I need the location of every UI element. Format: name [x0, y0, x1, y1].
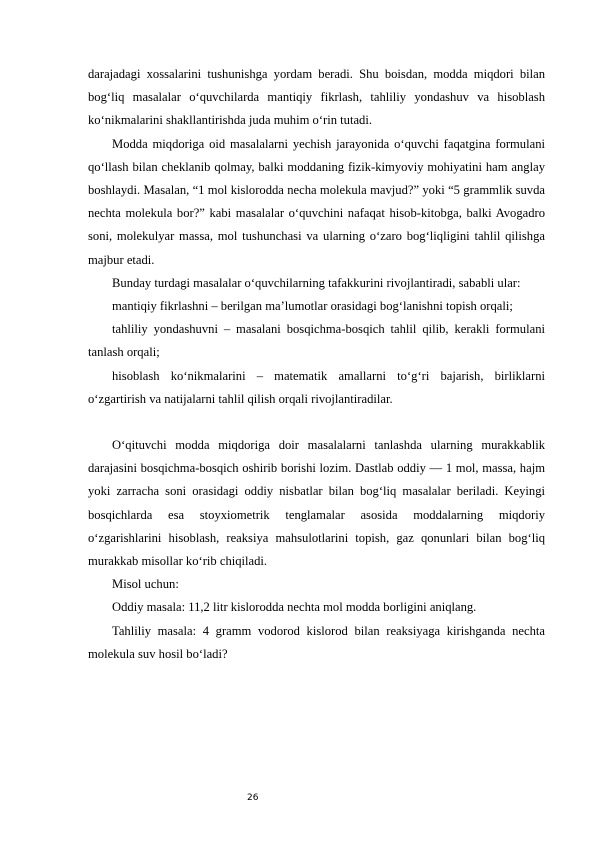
paragraph-develop-thinking: Bunday turdagi masalalar o‘quvchilarning tafakkurini rivojlantiradi, sababli ular:	[112, 275, 521, 290]
paragraph-continuation: darajadagi xossalarini tushunishga yordam beradi. Shu boisdan, modda miqdori bilan bog‘liq masalalar o‘quvchilarda mantiqiy fikrlash, tahliliy yondashuv va hisoblash ko‘nikmalarini shakllantirishda juda muhim o‘rin tutadi.	[88, 67, 545, 128]
paragraph-analytical-problem: Tahliliy masala: 4 gramm vodorod kislorod bilan reaksiyaga kirishganda nechta molekula suv hosil bo‘ladi?	[88, 623, 545, 661]
document-page	[88, 63, 545, 666]
paragraph-spacer	[88, 411, 545, 434]
paragraph-teacher-selection: O‘qituvchi modda miqdoriga doir masalalarni tanlashda ularning murakkablik darajasini bosqichma-bosqich oshirib borishi lozim. Dastlab oddiy — 1 mol, massa, hajm yoki zarracha soni orasidagi oddiy nisbatlar bilan bog‘liq masalalar beriladi. Keyingi bosqichlarda esa stoyxiometrik tenglamalar asosida moddalarning miqdoriy o‘zgarishlarini hisoblash, reaksiya mahsulotlarini topish, gaz qonunlari bilan bog‘liq murakkab misollar ko‘rib chiqiladi.	[88, 438, 545, 569]
paragraph-example-heading: Misol uchun:	[112, 577, 179, 592]
paragraph-simple-problem: Oddiy masala: 11,2 litr kislorodda nechta mol modda borligini aniqlang.	[112, 600, 477, 615]
list-item-calculation-skills: hisoblash ko‘nikmalarini – matematik amallarni to‘g‘ri bajarish, birliklarni o‘zgartirish va natijalarni tahlil qilish orqali rivojlantiradilar.	[88, 368, 545, 406]
paragraph-problem-solving: Modda miqdoriga oid masalalarni yechish jarayonida o‘quvchi faqatgina formulani qo‘llash bilan cheklanib qolmay, balki moddaning fizik-kimyoviy mohiyatini ham anglay boshlaydi. Masalan, “1 mol kislorodda necha molekula mavjud?” yoki “5 grammlik suvda nechta molekula bor?” kabi masalalar o‘quvchini nafaqat hisob-kitobga, balki Avogadro soni, molekulyar massa, mol tushunchasi va ularning o‘zaro bog‘liqligini tahlil qilishga majbur etadi.	[88, 136, 545, 267]
list-item-logical-thinking: mantiqiy fikrlashni – berilgan ma’lumotlar orasidagi bog‘lanishni topish orqali;	[112, 299, 513, 314]
list-item-analytical-approach: tahliliy yondashuvni – masalani bosqichma-bosqich tahlil qilib, kerakli formulani tanlash orqali;	[88, 322, 545, 360]
page-number: 26	[247, 793, 259, 803]
